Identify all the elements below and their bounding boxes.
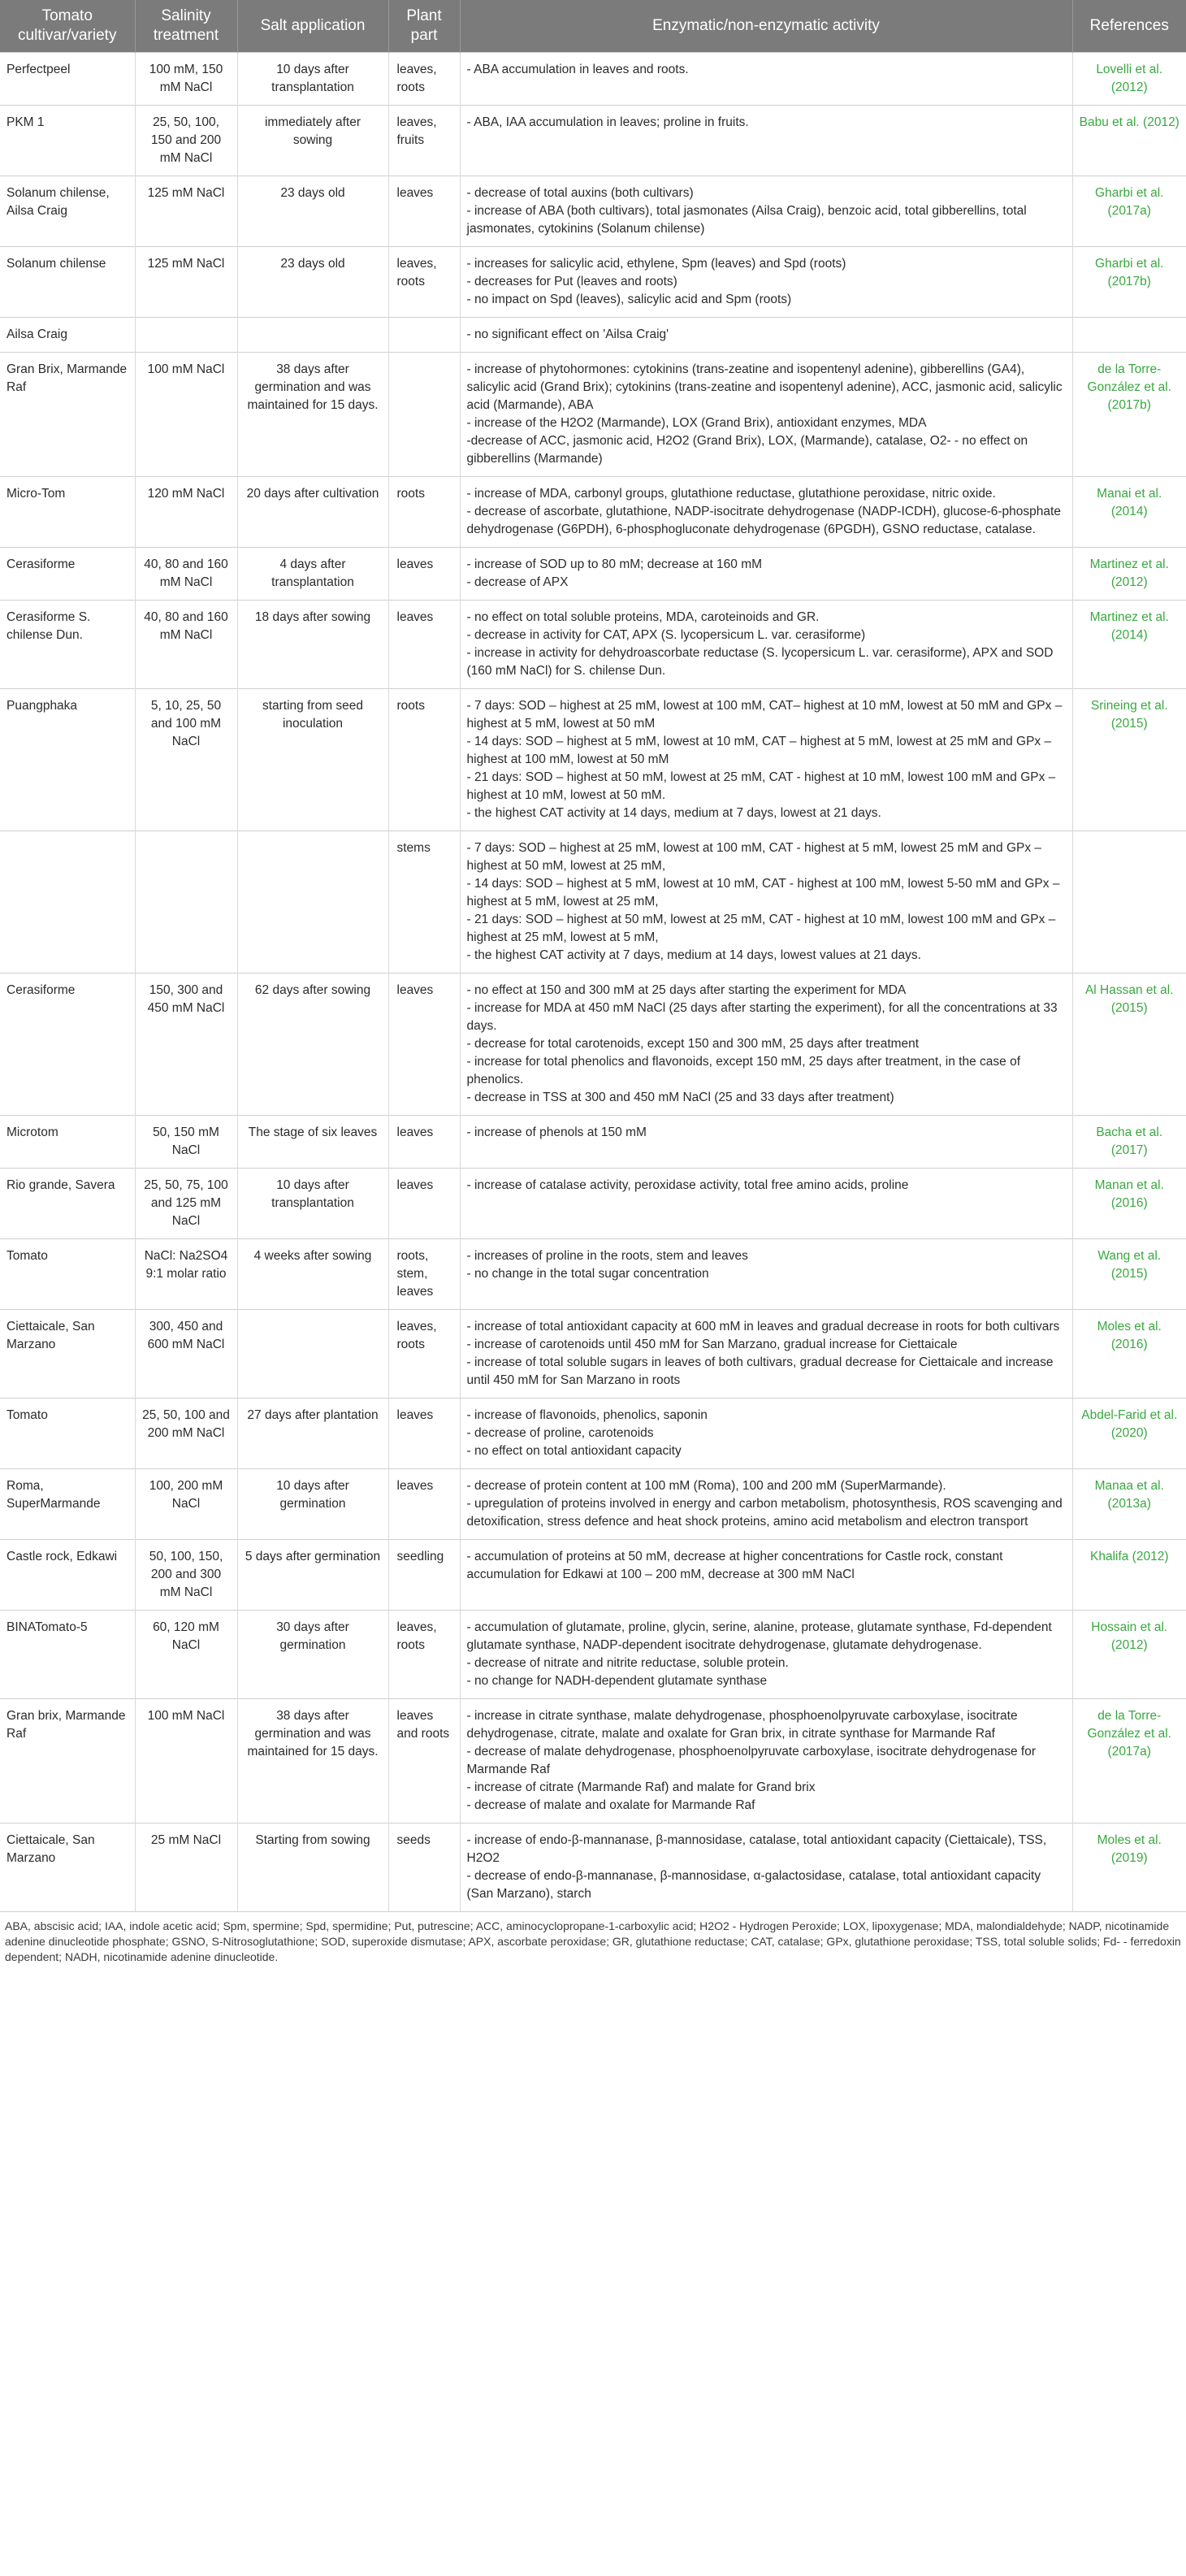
reference-cell[interactable]: Gharbi et al. (2017b) bbox=[1072, 247, 1186, 318]
cultivar-cell: Perfectpeel bbox=[0, 53, 135, 106]
reference-cell[interactable] bbox=[1072, 318, 1186, 353]
cultivar-cell: Ailsa Craig bbox=[0, 318, 135, 353]
plant-part-cell: seedling bbox=[388, 1540, 460, 1611]
activity-line: - increase of the H2O2 (Marmande), LOX (Grand Brix), antioxidant enzymes, MDA bbox=[466, 416, 927, 430]
activity-line: - increases of proline in the roots, stem and leaves bbox=[466, 1249, 748, 1263]
cultivar-cell: Roma, SuperMarmande bbox=[0, 1469, 135, 1540]
table-row bbox=[0, 353, 1186, 477]
reference-cell[interactable]: Martinez et al. (2012) bbox=[1072, 548, 1186, 601]
activity-line: - decrease of ascorbate, glutathione, NADP-isocitrate dehydrogenase (NADP-ICDH), glucose-6-phosphate dehydrogenase (G6PDH), 6-phosphogluconate dehydrogenase (6PGDH), GSNO reductase, catalase. bbox=[466, 505, 1061, 536]
activity-line: - upregulation of proteins involved in energy and carbon metabolism, photosynthesis, ROS scavenging and detoxification, stress defence and heat shock proteins, amino acid metabolism and electron transport bbox=[466, 1497, 1063, 1529]
plant-part-cell: leaves, fruits bbox=[388, 106, 460, 176]
header-application: Salt application bbox=[237, 0, 388, 53]
activity-line: - no change in the total sugar concentration bbox=[466, 1267, 709, 1281]
activity-line: - accumulation of proteins at 50 mM, decrease at higher concentrations for Castle rock, constant accumulation for Edkawi at 100 – 200 mM, decrease at 300 mM NaCl bbox=[466, 1550, 1003, 1581]
activity-cell bbox=[460, 1116, 1072, 1169]
application-cell: 10 days after transplantation bbox=[237, 1169, 388, 1239]
activity-cell bbox=[460, 1540, 1072, 1611]
application-cell: starting from seed inoculation bbox=[237, 689, 388, 831]
activity-cell bbox=[460, 53, 1072, 106]
activity-line: - increase of citrate (Marmande Raf) and malate for Grand brix bbox=[466, 1780, 816, 1794]
table-row bbox=[0, 1824, 1186, 1912]
table-row bbox=[0, 689, 1186, 831]
table-row bbox=[0, 477, 1186, 548]
salinity-cell: 25 mM NaCl bbox=[135, 1824, 237, 1912]
table-row bbox=[0, 247, 1186, 318]
salinity-cell: 50, 100, 150, 200 and 300 mM NaCl bbox=[135, 1540, 237, 1611]
activity-line: - increase of total antioxidant capacity at 600 mM in leaves and gradual decrease in roots for both cultivars bbox=[466, 1320, 1060, 1334]
activity-line: - increase of carotenoids until 450 mM for San Marzano, gradual increase for Ciettaicale bbox=[466, 1338, 958, 1351]
activity-line: - decrease of malate and oxalate for Marmande Raf bbox=[466, 1798, 755, 1812]
reference-cell[interactable]: Wang et al. (2015) bbox=[1072, 1239, 1186, 1310]
cultivar-cell: Puangphaka bbox=[0, 689, 135, 831]
activity-line: - 21 days: SOD – highest at 50 mM, lowest at 25 mM, CAT - highest at 10 mM, lowest 100 mM and GPx – highest at 10 mM, lowest at 50 mM. bbox=[466, 770, 1056, 802]
application-cell: 38 days after germination and was maintained for 15 days. bbox=[237, 1699, 388, 1824]
cultivar-cell: Solanum chilense, Ailsa Craig bbox=[0, 176, 135, 247]
table-row bbox=[0, 1310, 1186, 1399]
activity-line: - no significant effect on 'Ailsa Craig' bbox=[466, 327, 669, 341]
activity-line: - ABA accumulation in leaves and roots. bbox=[466, 63, 689, 76]
cultivar-cell: Cerasiforme bbox=[0, 548, 135, 601]
salinity-cell: 120 mM NaCl bbox=[135, 477, 237, 548]
activity-line: - the highest CAT activity at 7 days, medium at 14 days, lowest values at 21 days. bbox=[466, 948, 921, 962]
activity-line: - increase of flavonoids, phenolics, saponin bbox=[466, 1408, 708, 1422]
activity-line: - increase of total soluble sugars in leaves of both cultivars, gradual decrease for Ciettaicale and increase until 450 mM for San Marzano in roots bbox=[466, 1355, 1054, 1387]
application-cell: 18 days after sowing bbox=[237, 601, 388, 689]
activity-line: - increase for MDA at 450 mM NaCl (25 days after starting the experiment), for all the concentrations at 33 days. bbox=[466, 1001, 1058, 1033]
cultivar-cell: Gran brix, Marmande Raf bbox=[0, 1699, 135, 1824]
plant-part-cell: leaves bbox=[388, 601, 460, 689]
cultivar-cell: Micro-Tom bbox=[0, 477, 135, 548]
activity-line: - increase of SOD up to 80 mM; decrease at 160 mM bbox=[466, 557, 763, 571]
reference-cell[interactable]: de la Torre-González et al. (2017b) bbox=[1072, 353, 1186, 477]
activity-cell bbox=[460, 1469, 1072, 1540]
activity-line: - decrease for total carotenoids, except 150 and 300 mM, 25 days after treatment bbox=[466, 1037, 920, 1051]
activity-cell bbox=[460, 1239, 1072, 1310]
cultivar-cell: Cerasiforme bbox=[0, 974, 135, 1116]
table-row bbox=[0, 1116, 1186, 1169]
plant-part-cell: leaves, roots bbox=[388, 1310, 460, 1399]
activity-line: - increase in activity for dehydroascorbate reductase (S. lycopersicum L. var. cerasiforme), APX and SOD (160 mM NaCl) for S. chilense Dun. bbox=[466, 646, 1054, 678]
table-row bbox=[0, 1239, 1186, 1310]
activity-line: - decrease of proline, carotenoids bbox=[466, 1426, 654, 1440]
reference-cell[interactable]: Moles et al. (2019) bbox=[1072, 1824, 1186, 1912]
table-row bbox=[0, 548, 1186, 601]
application-cell: 38 days after germination and was maintained for 15 days. bbox=[237, 353, 388, 477]
activity-line: - 21 days: SOD – highest at 50 mM, lowest at 25 mM, CAT - highest at 10 mM, lowest 100 mM and GPx – highest at 25 mM, lowest at 5 mM, bbox=[466, 913, 1056, 944]
activity-cell bbox=[460, 974, 1072, 1116]
activity-line: - no impact on Spd (leaves), salicylic acid and Spm (roots) bbox=[466, 293, 792, 306]
application-cell: 23 days old bbox=[237, 247, 388, 318]
reference-cell[interactable]: Babu et al. (2012) bbox=[1072, 106, 1186, 176]
activity-cell bbox=[460, 1824, 1072, 1912]
reference-cell[interactable]: Bacha et al. (2017) bbox=[1072, 1116, 1186, 1169]
application-cell: 30 days after germination bbox=[237, 1611, 388, 1699]
salinity-cell: 5, 10, 25, 50 and 100 mM NaCl bbox=[135, 689, 237, 831]
application-cell: 27 days after plantation bbox=[237, 1399, 388, 1469]
activity-cell bbox=[460, 353, 1072, 477]
activity-line: - 14 days: SOD – highest at 5 mM, lowest at 10 mM, CAT – highest at 5 mM, lowest at 25 mM and GPx – highest at 100 mM, lowest at 50 mM bbox=[466, 735, 1052, 766]
activity-line: - no effect on total antioxidant capacity bbox=[466, 1444, 682, 1458]
salinity-cell: 60, 120 mM NaCl bbox=[135, 1611, 237, 1699]
activity-cell bbox=[460, 477, 1072, 548]
plant-part-cell: roots bbox=[388, 689, 460, 831]
cultivar-cell: Ciettaicale, San Marzano bbox=[0, 1310, 135, 1399]
salinity-cell: 100 mM NaCl bbox=[135, 1699, 237, 1824]
reference-cell[interactable]: Manan et al. (2016) bbox=[1072, 1169, 1186, 1239]
salinity-cell bbox=[135, 318, 237, 353]
activity-line: - increases for salicylic acid, ethylene, Spm (leaves) and Spd (roots) bbox=[466, 257, 846, 271]
reference-cell[interactable] bbox=[1072, 831, 1186, 974]
plant-part-cell: leaves, roots bbox=[388, 1611, 460, 1699]
cultivar-cell: PKM 1 bbox=[0, 106, 135, 176]
activity-line: - no change for NADH-dependent glutamate synthase bbox=[466, 1674, 768, 1688]
cultivar-cell: Ciettaicale, San Marzano bbox=[0, 1824, 135, 1912]
activity-line: - ABA, IAA accumulation in leaves; proline in fruits. bbox=[466, 115, 749, 129]
activity-line: - decrease of protein content at 100 mM (Roma), 100 and 200 mM (SuperMarmande). bbox=[466, 1479, 946, 1493]
reference-cell[interactable]: de la Torre-González et al. (2017a) bbox=[1072, 1699, 1186, 1824]
header-activity: Enzymatic/non-enzymatic activity bbox=[460, 0, 1072, 53]
reference-cell[interactable]: Lovelli et al. (2012) bbox=[1072, 53, 1186, 106]
activity-line: - increase of phenols at 150 mM bbox=[466, 1125, 647, 1139]
salinity-cell: 25, 50, 100, 150 and 200 mM NaCl bbox=[135, 106, 237, 176]
reference-cell[interactable]: Manaa et al. (2013a) bbox=[1072, 1469, 1186, 1540]
application-cell: immediately after sowing bbox=[237, 106, 388, 176]
activity-line: - no effect on total soluble proteins, MDA, caroteinoids and GR. bbox=[466, 610, 820, 624]
plant-part-cell: leaves bbox=[388, 176, 460, 247]
table-row bbox=[0, 318, 1186, 353]
activity-cell bbox=[460, 1611, 1072, 1699]
activity-cell bbox=[460, 1169, 1072, 1239]
salinity-cell: NaCl: Na2SO4 9:1 molar ratio bbox=[135, 1239, 237, 1310]
table-body bbox=[0, 53, 1186, 1912]
reference-cell[interactable]: Khalifa (2012) bbox=[1072, 1540, 1186, 1611]
activity-cell bbox=[460, 548, 1072, 601]
table-row bbox=[0, 1399, 1186, 1469]
activity-cell bbox=[460, 318, 1072, 353]
activity-line: - 7 days: SOD – highest at 25 mM, lowest at 100 mM, CAT– highest at 10 mM, lowest at 50 mM and GPx – highest at 5 mM, lowest at 50 mM bbox=[466, 699, 1063, 731]
application-cell: The stage of six leaves bbox=[237, 1116, 388, 1169]
activity-line: - accumulation of glutamate, proline, glycin, serine, alanine, protease, glutamate synthase, Fd-dependent glutamate synthase, NADP-dependent isocitrate dehydrogenase, glutamate dehydrogenase. bbox=[466, 1620, 1052, 1652]
plant-part-cell: leaves bbox=[388, 1169, 460, 1239]
application-cell: 62 days after sowing bbox=[237, 974, 388, 1116]
reference-cell[interactable]: Moles et al. (2016) bbox=[1072, 1310, 1186, 1399]
activity-line: - 7 days: SOD – highest at 25 mM, lowest at 100 mM, CAT - highest at 5 mM, lowest 25 mM and GPx – highest at 50 mM, lowest at 25 mM, bbox=[466, 841, 1042, 873]
table-row bbox=[0, 1169, 1186, 1239]
activity-line: - increase in citrate synthase, malate dehydrogenase, phosphoenolpyruvate carboxylase, isocitrate dehydrogenase, citrate, malate and oxalate for Gran brix, in citrate synthase for Marmande Raf bbox=[466, 1709, 1018, 1741]
header-cultivar: Tomato cultivar/variety bbox=[0, 0, 135, 53]
cultivar-cell: Tomato bbox=[0, 1399, 135, 1469]
application-cell: 23 days old bbox=[237, 176, 388, 247]
activity-line: - 14 days: SOD – highest at 5 mM, lowest at 10 mM, CAT - highest at 100 mM, lowest 5-50 mM and GPx – highest at 5 mM, lowest at 25 mM, bbox=[466, 877, 1060, 909]
application-cell bbox=[237, 318, 388, 353]
activity-line: - increase of endo-β-mannanase, β-mannosidase, catalase, total antioxidant capacity (Ciettaicale), TSS, H2O2 bbox=[466, 1833, 1047, 1865]
cultivar-cell: Cerasiforme S. chilense Dun. bbox=[0, 601, 135, 689]
salinity-cell: 40, 80 and 160 mM NaCl bbox=[135, 548, 237, 601]
salinity-cell: 100 mM, 150 mM NaCl bbox=[135, 53, 237, 106]
salinity-cell: 40, 80 and 160 mM NaCl bbox=[135, 601, 237, 689]
activity-line: - decrease in TSS at 300 and 450 mM NaCl (25 and 33 days after treatment) bbox=[466, 1091, 894, 1104]
activity-line: - decrease of nitrate and nitrite reductase, soluble protein. bbox=[466, 1656, 789, 1670]
cultivar-cell bbox=[0, 831, 135, 974]
plant-part-cell: roots, stem, leaves bbox=[388, 1239, 460, 1310]
salinity-cell: 125 mM NaCl bbox=[135, 247, 237, 318]
application-cell: 5 days after germination bbox=[237, 1540, 388, 1611]
cultivar-cell: Castle rock, Edkawi bbox=[0, 1540, 135, 1611]
table-row bbox=[0, 1611, 1186, 1699]
plant-part-cell bbox=[388, 353, 460, 477]
salinity-cell: 100, 200 mM NaCl bbox=[135, 1469, 237, 1540]
activity-line: - increase of catalase activity, peroxidase activity, total free amino acids, proline bbox=[466, 1178, 909, 1192]
activity-line: - the highest CAT activity at 14 days, medium at 7 days, lowest at 21 days. bbox=[466, 806, 881, 820]
salinity-cell: 50, 150 mM NaCl bbox=[135, 1116, 237, 1169]
plant-part-cell: leaves and roots bbox=[388, 1699, 460, 1824]
activity-line: - decrease of total auxins (both cultivars) bbox=[466, 186, 694, 200]
plant-part-cell: leaves, roots bbox=[388, 247, 460, 318]
table-row bbox=[0, 974, 1186, 1116]
cultivar-cell: Solanum chilense bbox=[0, 247, 135, 318]
table-row bbox=[0, 1469, 1186, 1540]
reference-cell[interactable]: Martinez et al. (2014) bbox=[1072, 601, 1186, 689]
plant-part-cell: leaves bbox=[388, 1399, 460, 1469]
reference-cell[interactable]: Abdel-Farid et al. (2020) bbox=[1072, 1399, 1186, 1469]
salinity-cell: 100 mM NaCl bbox=[135, 353, 237, 477]
cultivar-cell: Microtom bbox=[0, 1116, 135, 1169]
salinity-cell: 125 mM NaCl bbox=[135, 176, 237, 247]
header-references: References bbox=[1072, 0, 1186, 53]
table-row bbox=[0, 53, 1186, 106]
plant-part-cell: roots bbox=[388, 477, 460, 548]
plant-part-cell bbox=[388, 318, 460, 353]
activity-cell bbox=[460, 1699, 1072, 1824]
table-footnote: ABA, abscisic acid; IAA, indole acetic acid; Spm, spermine; Spd, spermidine; Put, putrescine; ACC, aminocyclopropane-1-carboxylic acid; H2O2 - Hydrogen Peroxide; LOX, lipoxygenase; MDA, malondialdehyde; NADP, nicotinamide adenine dinucleotide phosphate; GSNO, S-Nitrosoglutathione; SOD, superoxide dismutase; APX, ascorbate peroxidase; GR, glutathione reductase; CAT, catalase; GPx, glutathione peroxidase; TSS, total soluble solids; Fd- - ferredoxin dependent; NADH, nicotinamide adenine dinucleotide. bbox=[5, 1919, 1181, 1963]
plant-part-cell: leaves, roots bbox=[388, 53, 460, 106]
reference-cell[interactable]: Manai et al. (2014) bbox=[1072, 477, 1186, 548]
cultivar-cell: BINATomato-5 bbox=[0, 1611, 135, 1699]
table-row bbox=[0, 1699, 1186, 1824]
activity-cell bbox=[460, 1399, 1072, 1469]
activity-line: - decrease of APX bbox=[466, 575, 569, 589]
table-row bbox=[0, 831, 1186, 974]
salinity-cell bbox=[135, 831, 237, 974]
application-cell: 4 weeks after sowing bbox=[237, 1239, 388, 1310]
header-row bbox=[0, 0, 1186, 53]
activity-cell bbox=[460, 176, 1072, 247]
activity-cell bbox=[460, 106, 1072, 176]
activity-line: - no effect at 150 and 300 mM at 25 days after starting the experiment for MDA bbox=[466, 983, 907, 997]
cultivar-cell: Rio grande, Savera bbox=[0, 1169, 135, 1239]
plant-part-cell: leaves bbox=[388, 548, 460, 601]
table-row bbox=[0, 176, 1186, 247]
activity-cell bbox=[460, 831, 1072, 974]
table-row bbox=[0, 106, 1186, 176]
activity-line: - increase of MDA, carbonyl groups, glutathione reductase, glutathione peroxidase, nitric oxide. bbox=[466, 487, 996, 501]
activity-cell bbox=[460, 1310, 1072, 1399]
application-cell: 4 days after transplantation bbox=[237, 548, 388, 601]
activity-line: - increase for total phenolics and flavonoids, except 150 mM, 25 days after treatment, in the case of phenolics. bbox=[466, 1055, 1021, 1086]
salinity-cell: 25, 50, 100 and 200 mM NaCl bbox=[135, 1399, 237, 1469]
activity-cell bbox=[460, 689, 1072, 831]
cultivar-cell: Tomato bbox=[0, 1239, 135, 1310]
salinity-cell: 150, 300 and 450 mM NaCl bbox=[135, 974, 237, 1116]
salinity-cell: 25, 50, 75, 100 and 125 mM NaCl bbox=[135, 1169, 237, 1239]
salinity-cell: 300, 450 and 600 mM NaCl bbox=[135, 1310, 237, 1399]
plant-part-cell: leaves bbox=[388, 974, 460, 1116]
plant-part-cell: stems bbox=[388, 831, 460, 974]
activity-cell bbox=[460, 601, 1072, 689]
header-salinity: Salinity treatment bbox=[135, 0, 237, 53]
application-cell: 20 days after cultivation bbox=[237, 477, 388, 548]
activity-line: -decrease of ACC, jasmonic acid, H2O2 (Grand Brix), LOX, (Marmande), catalase, O2- - no effect on gibberellins (Marmande) bbox=[466, 434, 1028, 466]
activity-line: - decrease of endo-β-mannanase, β-mannosidase, α-galactosidase, catalase, total antioxidant capacity (San Marzano), starch bbox=[466, 1869, 1041, 1901]
reference-cell[interactable]: Srineing et al. (2015) bbox=[1072, 689, 1186, 831]
table-row bbox=[0, 601, 1186, 689]
activity-line: - decreases for Put (leaves and roots) bbox=[466, 275, 677, 288]
table-row bbox=[0, 1540, 1186, 1611]
plant-part-cell: leaves bbox=[388, 1469, 460, 1540]
application-cell: 10 days after transplantation bbox=[237, 53, 388, 106]
cultivar-cell: Gran Brix, Marmande Raf bbox=[0, 353, 135, 477]
plant-part-cell: seeds bbox=[388, 1824, 460, 1912]
application-cell bbox=[237, 1310, 388, 1399]
activity-cell bbox=[460, 247, 1072, 318]
activity-line: - increase of phytohormones: cytokinins (trans-zeatine and isopentenyl adenine), gibberellins (GA4), salicylic acid (Grand Brix); cytokinins (trans-zeatine and isopentenyl adenine), ACC, jasmonic acid, salicylic acid (Marmande), ABA bbox=[466, 362, 1063, 412]
reference-cell[interactable]: Al Hassan et al. (2015) bbox=[1072, 974, 1186, 1116]
activity-line: - decrease in activity for CAT, APX (S. lycopersicum L. var. cerasiforme) bbox=[466, 628, 866, 642]
application-cell: 10 days after germination bbox=[237, 1469, 388, 1540]
reference-cell[interactable]: Gharbi et al. (2017a) bbox=[1072, 176, 1186, 247]
plant-part-cell: leaves bbox=[388, 1116, 460, 1169]
activity-line: - decrease of malate dehydrogenase, phosphoenolpyruvate carboxylase, isocitrate dehydrogenase for Marmande Raf bbox=[466, 1745, 1037, 1776]
application-cell: Starting from sowing bbox=[237, 1824, 388, 1912]
reference-cell[interactable]: Hossain et al. (2012) bbox=[1072, 1611, 1186, 1699]
application-cell bbox=[237, 831, 388, 974]
header-plant-part: Plant part bbox=[388, 0, 460, 53]
activity-line: - increase of ABA (both cultivars), total jasmonates (Ailsa Craig), benzoic acid, total gibberellins, total jasmonates, cytokinins (Solanum chilense) bbox=[466, 204, 1027, 236]
